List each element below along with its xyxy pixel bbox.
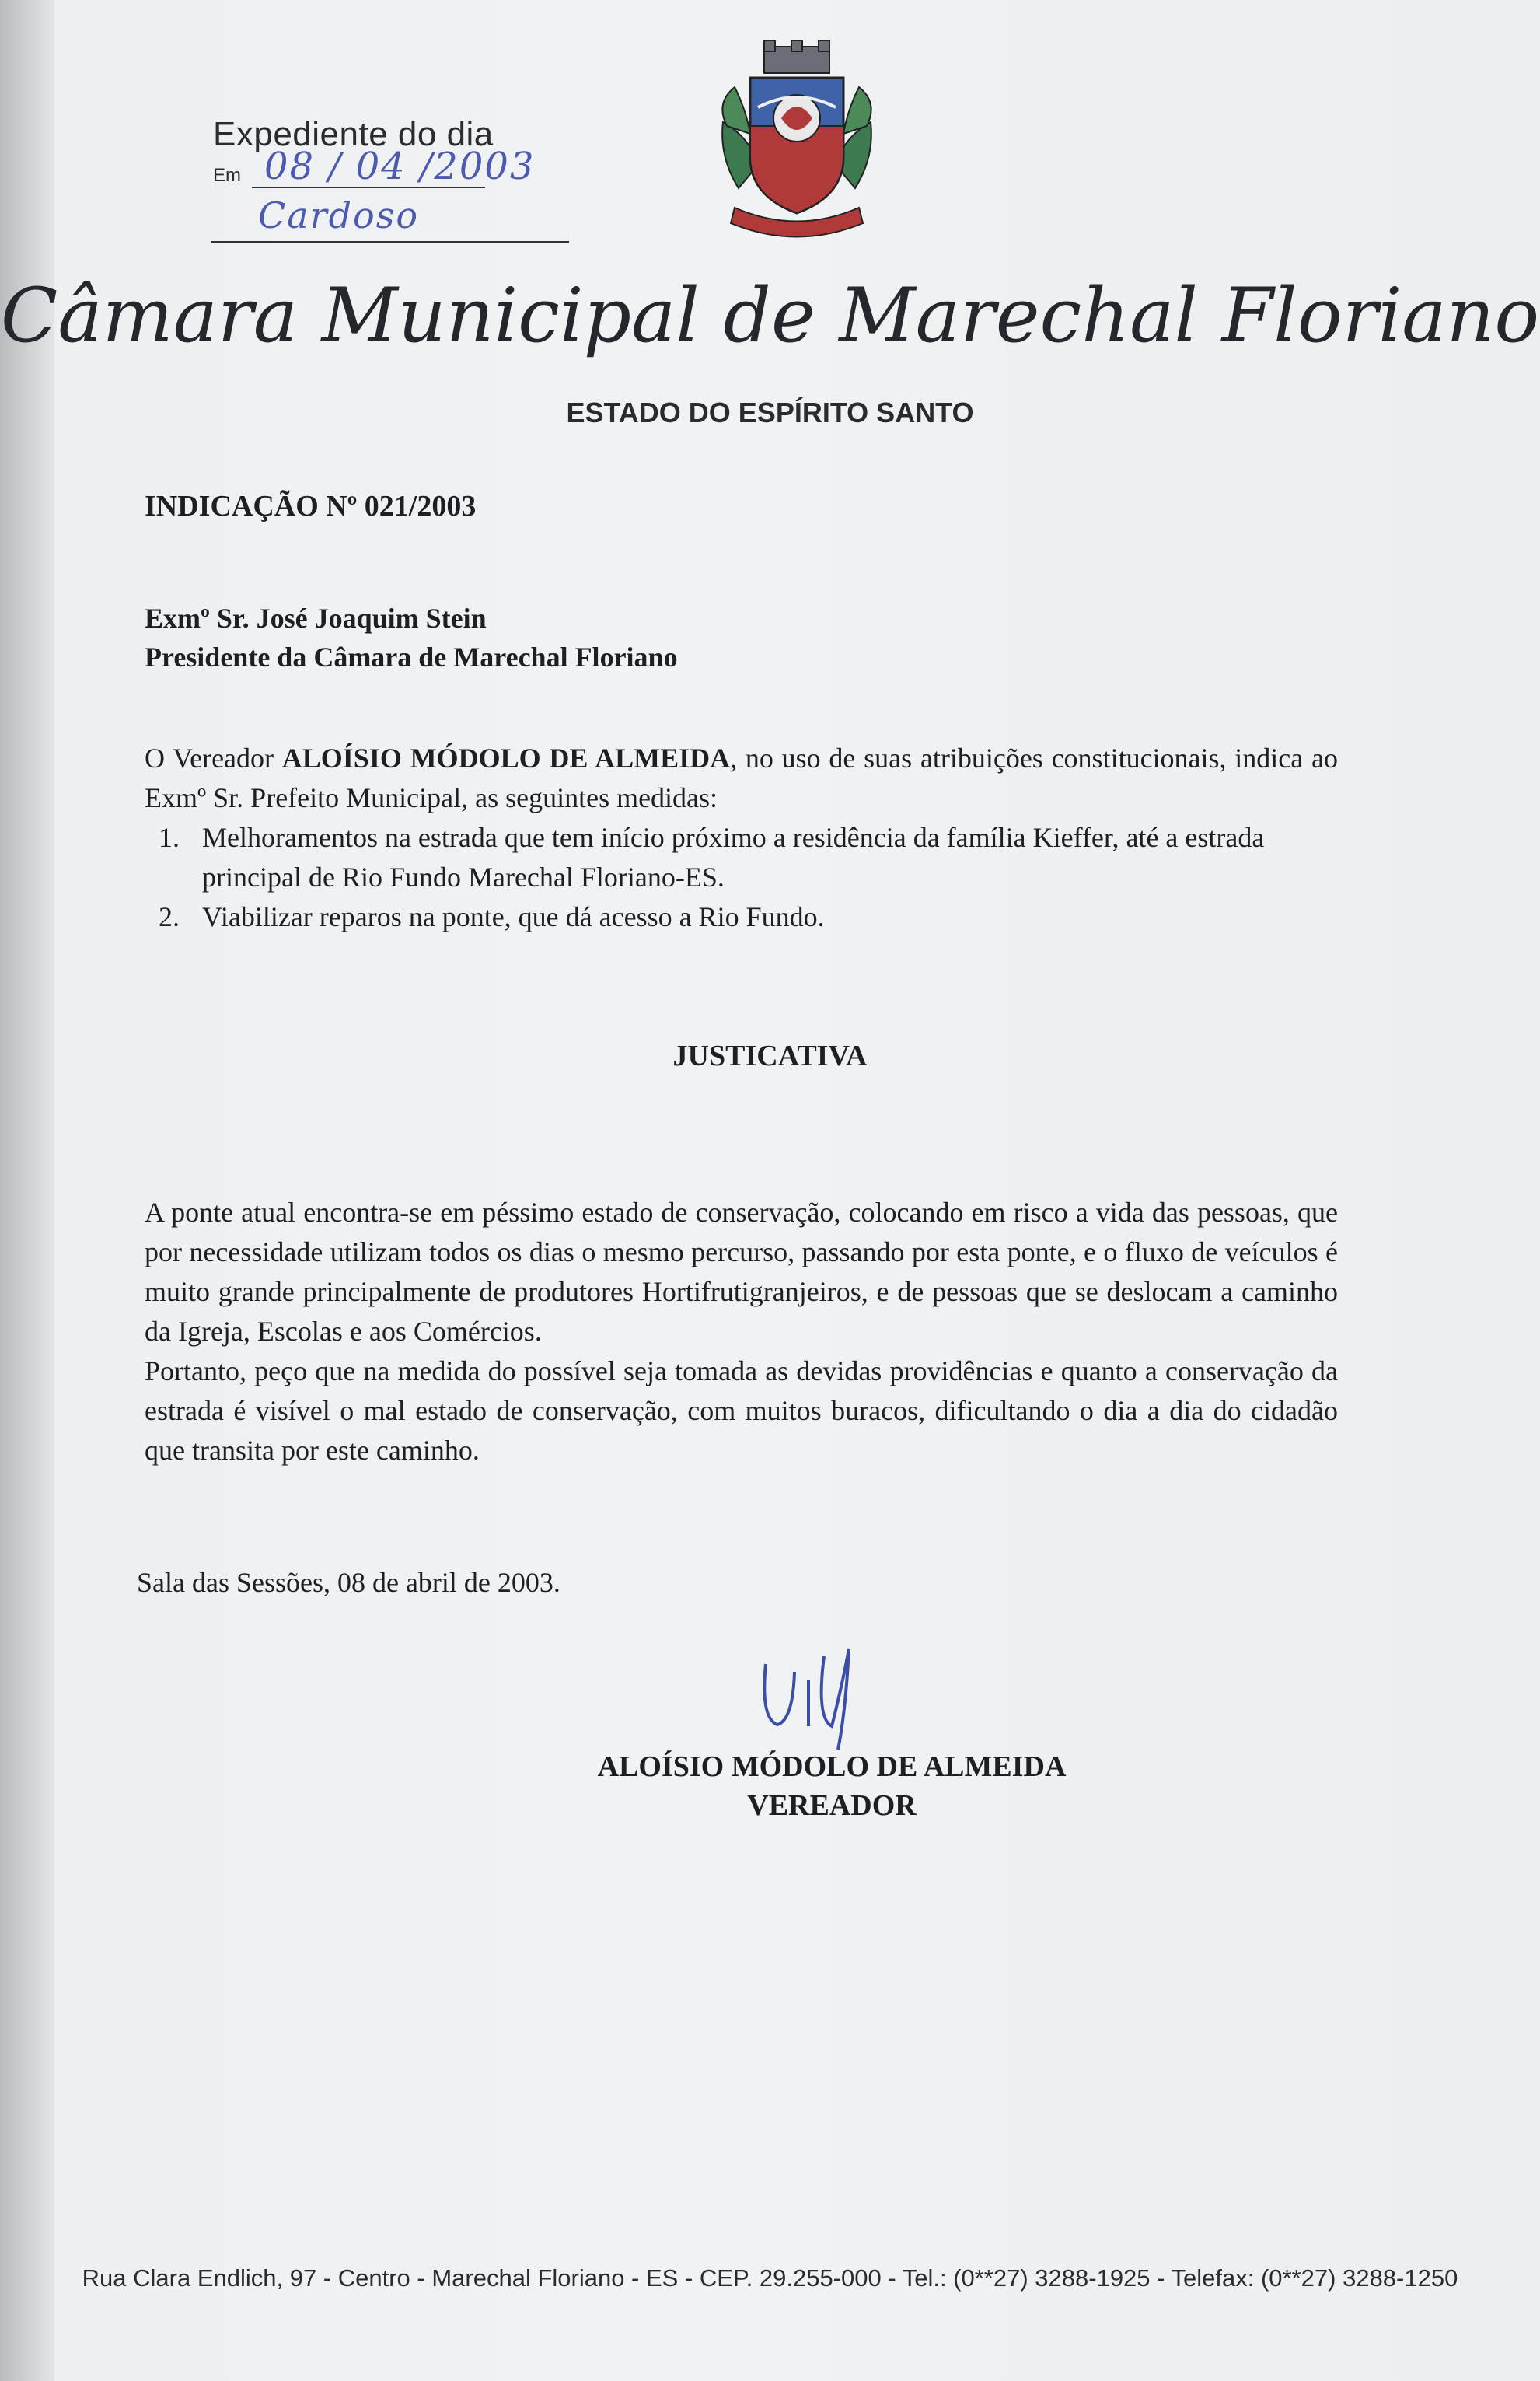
list-item-text: Melhoramentos na estrada que tem início próximo a residência da família Kieffer, até a estrada principal de Rio Fundo Marechal Floriano-ES. bbox=[202, 822, 1265, 893]
footer-address: Rua Clara Endlich, 97 - Centro - Marechal Floriano - ES - CEP. 29.255-000 - Tel.: (0**27) 3288-1925 - Telefax: (0**27) 3288-1250 bbox=[82, 2264, 1458, 2292]
signer-name: ALOÍSIO MÓDOLO DE ALMEIDA bbox=[597, 1750, 1067, 1783]
intro-suffix: , no uso de suas atribuições constitucionais, indica ao Exmº Sr. Prefeito Municipal, as seguintes medidas: bbox=[145, 743, 1338, 813]
signer-title: VEREADOR bbox=[747, 1789, 917, 1822]
stamp-signature-line bbox=[211, 241, 569, 243]
session-date: Sala das Sessões, 08 de abril de 2003. bbox=[137, 1567, 560, 1598]
handwritten-signature bbox=[746, 1633, 878, 1765]
list-item bbox=[159, 818, 1340, 897]
measures-list bbox=[159, 818, 1340, 937]
municipal-coat-of-arms-icon bbox=[704, 40, 890, 250]
stamp-em-label: Em bbox=[213, 165, 241, 186]
receipt-stamp bbox=[204, 109, 569, 249]
intro-paragraph bbox=[145, 739, 1338, 818]
document-reference: INDICAÇÃO Nº 021/2003 bbox=[145, 490, 477, 523]
intro-councillor-name: ALOÍSIO MÓDOLO DE ALMEIDA bbox=[281, 743, 731, 774]
organization-name: Câmara Municipal de Marechal Floriano bbox=[0, 272, 1540, 359]
justification-heading: JUSTICATIVA bbox=[672, 1040, 868, 1072]
list-item-text: Viabilizar reparos na ponte, que dá acesso a Rio Fundo. bbox=[202, 901, 825, 932]
state-name: ESTADO DO ESPÍRITO SANTO bbox=[566, 397, 974, 428]
list-item-number: 1. bbox=[159, 822, 180, 853]
justification-body bbox=[145, 1193, 1338, 1470]
list-item-number: 2. bbox=[159, 901, 180, 932]
intro-prefix: O Vereador bbox=[145, 743, 282, 774]
stamp-handwritten-signature: Cardoso bbox=[258, 194, 420, 236]
justification-paragraph-1: A ponte atual encontra-se em péssimo estado de conservação, colocando em risco a vida das pessoas, que por necessidade utilizam todos os dias o mesmo percurso, passando por esta ponte, e o fluxo de veículos é muito grande principalmente de produtores Hortifrutigranjeiros, e de pessoas que se deslocam a caminho da Igreja, Escolas e aos Comércios. bbox=[145, 1197, 1338, 1347]
stamp-title: Expediente do dia bbox=[213, 115, 494, 153]
addressee-block bbox=[145, 599, 678, 677]
justification-paragraph-2: Portanto, peço que na medida do possível seja tomada as devidas providências e quanto a conservação da estrada é visível o mal estado de conservação, com muitos buracos, dificultando o dia a dia do cidadão que transita por este caminho. bbox=[145, 1355, 1338, 1466]
addressee-name: Exmº Sr. José Joaquim Stein bbox=[145, 603, 487, 634]
stamp-handwritten-date: 08 / 04 /2003 bbox=[264, 145, 536, 188]
addressee-title: Presidente da Câmara de Marechal Floriano bbox=[145, 642, 678, 673]
list-item bbox=[159, 897, 1340, 937]
